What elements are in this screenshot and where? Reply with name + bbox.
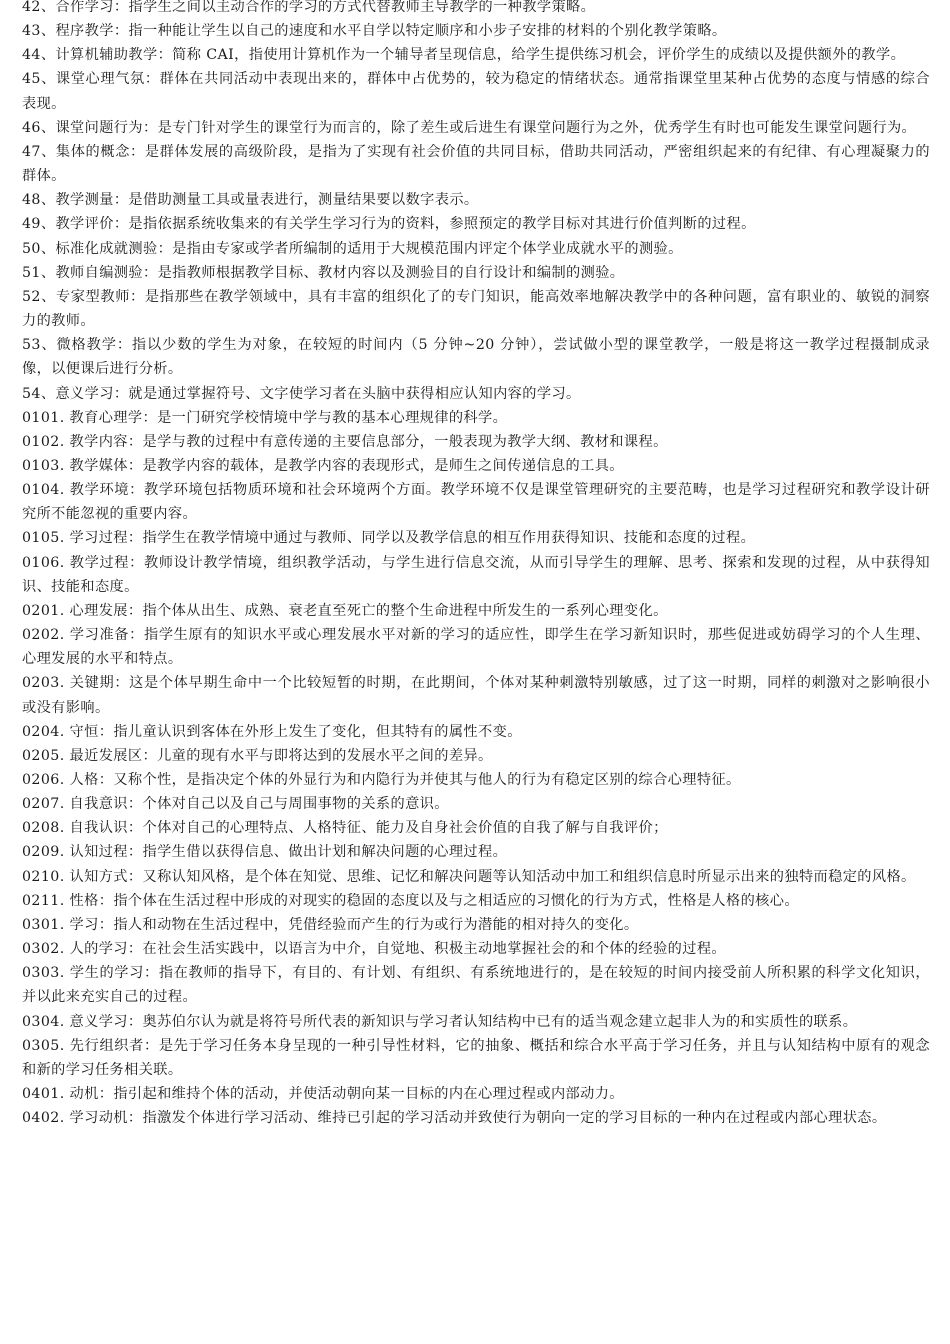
- entry-definition: 是指依据系统收集来的有关学生学习行为的资料，参照预定的教学目标对其进行价值判断的过程。: [128, 216, 756, 233]
- entry-separator: 、: [40, 47, 56, 64]
- entry-colon: ：: [130, 288, 145, 305]
- entry-definition: 指人和动物在生活过程中，凭借经验而产生的行为或行为潜能的相对持久的变化。: [113, 916, 639, 933]
- entry-colon: ：: [129, 627, 144, 644]
- entry-separator: 、: [40, 288, 56, 305]
- entry-separator: 、: [40, 23, 56, 40]
- entry-number: 0304: [22, 1013, 60, 1030]
- document-page: [22, 0, 930, 1344]
- glossary-entry: [22, 212, 930, 236]
- glossary-entry: [22, 140, 930, 188]
- entry-term: 教学内容: [69, 433, 128, 450]
- entry-term: 课堂问题行为: [55, 119, 143, 136]
- entry-separator: .: [59, 675, 70, 692]
- entry-definition: 指个体从出生、成熟、衰老直至死亡的整个生命进程中所发生的一系列心理变化。: [142, 602, 668, 619]
- entry-colon: ：: [127, 844, 143, 861]
- entry-colon: ：: [116, 337, 132, 354]
- entry-term: 守恒: [69, 723, 99, 740]
- entry-term: 学习过程: [69, 530, 128, 547]
- entry-separator: .: [59, 820, 70, 837]
- entry-colon: ：: [142, 409, 158, 426]
- entry-separator: .: [59, 627, 70, 644]
- entry-separator: .: [59, 457, 70, 474]
- entry-definition: 指学生借以获得信息、做出计划和解决问题的心理过程。: [142, 844, 508, 861]
- entry-definition: 又称个性，是指决定个体的外显行为和内隐行为并使其与他人的行为有稳定区别的综合心理特征。: [113, 772, 741, 788]
- entry-separator: 、: [40, 264, 56, 281]
- entry-definition: 指一种能让学生以自己的速度和水平自学以特定顺序和小步子安排的材料的个别化教学策略。: [128, 23, 727, 40]
- entry-definition: 指学生原有的知识水平或心理发展水平对新的学习的适应性，即学生在学习新知识时，那些促进或妨碍学习的个人生理、心理发展的水平和特点。: [22, 627, 930, 668]
- glossary-entry: [22, 671, 930, 719]
- entry-colon: ：: [113, 216, 129, 233]
- glossary-entry: [22, 1082, 930, 1106]
- entry-colon: ：: [142, 747, 158, 764]
- glossary-entry: [22, 43, 930, 67]
- entry-term: 教学环境: [69, 482, 130, 499]
- glossary-entry: [22, 333, 930, 381]
- entry-separator: 、: [40, 71, 56, 88]
- entry-separator: .: [59, 965, 70, 982]
- entry-colon: ：: [144, 71, 160, 88]
- entry-term: 人的学习: [69, 941, 128, 958]
- entry-colon: ：: [143, 1037, 159, 1054]
- entry-term: 集体的概念: [55, 143, 131, 160]
- entry-number: 0105: [22, 530, 60, 547]
- entry-definition: 在社会生活实践中，以语言为中介，自觉地、积极主动地掌握社会的和个体的经验的过程。: [142, 941, 727, 958]
- glossary-entry: [22, 67, 930, 115]
- entry-colon: ：: [127, 433, 143, 450]
- entry-number: 44: [22, 47, 41, 64]
- entry-colon: ：: [98, 723, 114, 740]
- entry-number: 0207: [22, 796, 60, 813]
- entry-separator: 、: [40, 192, 56, 209]
- entry-number: 0305: [22, 1037, 60, 1054]
- entry-definition: 是指那些在教学领域中，具有丰富的组织化了的专门知识，能高效率地解决教学中的各种问题，富有职业的、敏锐的洞察力的教师。: [22, 288, 930, 330]
- entry-separator: 、: [40, 240, 56, 257]
- entry-number: 0106: [22, 554, 60, 571]
- glossary-entry: [22, 913, 930, 937]
- glossary-entry: [22, 382, 930, 406]
- entry-number: 0209: [22, 844, 60, 861]
- entry-term: 心理发展: [69, 602, 128, 619]
- glossary-entry: [22, 1034, 930, 1082]
- entry-separator: .: [59, 1037, 70, 1054]
- entry-number: 0102: [22, 433, 60, 450]
- entry-number: 54: [22, 385, 41, 402]
- entry-definition: 指学生在教学情境中通过与教师、同学以及教学信息的相互作用获得知识、技能和态度的过程。: [142, 530, 756, 547]
- entry-colon: ：: [142, 119, 158, 136]
- entry-definition: 是指教师根据教学目标、教材内容以及测验目的自行设计和编制的测验。: [157, 264, 625, 281]
- entry-colon: ：: [127, 868, 143, 885]
- entry-number: 50: [22, 240, 41, 257]
- entry-number: 0103: [22, 457, 60, 474]
- entry-definition: 个体对自己的心理特点、人格特征、能力及自身社会价值的自我了解与自我评价；: [142, 820, 668, 837]
- entry-definition: 指引起和维持个体的活动，并使活动朝向某一目标的内在心理过程或内部动力。: [113, 1086, 624, 1103]
- entry-term: 意义学习: [55, 385, 114, 402]
- entry-colon: ：: [127, 820, 143, 837]
- entry-separator: .: [59, 772, 70, 788]
- entry-term: 教师自编测验: [55, 264, 143, 281]
- entry-colon: ：: [127, 1110, 143, 1127]
- entry-separator: .: [59, 796, 70, 813]
- entry-separator: .: [59, 941, 70, 958]
- entry-definition: 指个体在生活过程中形成的对现实的稳固的态度以及与之相适应的习惯化的行为方式，性格是人格的核心。: [113, 892, 799, 909]
- entry-definition: 指以少数的学生为对象，在较短的时间内（5 分钟~20 分钟），尝试做小型的课堂教学，一般是将这一教学过程摄制成录像，以便课后进行分析。: [22, 337, 930, 378]
- entry-definition: 是指由专家或学者所编制的适用于大规模范围内评定个体学业成就水平的测验。: [172, 240, 683, 257]
- entry-definition: 指儿童认识到客体在外形上发生了变化，但其特有的属性不变。: [113, 723, 522, 740]
- glossary-entry: [22, 454, 930, 478]
- glossary-entry: [22, 551, 930, 599]
- entry-term: 自我认识: [69, 820, 128, 837]
- entry-number: 0204: [22, 723, 60, 740]
- entry-number: 0205: [22, 747, 60, 764]
- entry-separator: .: [59, 844, 70, 861]
- entry-separator: .: [59, 482, 70, 499]
- entry-term: 意义学习: [69, 1013, 128, 1030]
- entry-number: 49: [22, 216, 41, 233]
- entry-term: 学习: [69, 916, 99, 933]
- entry-definition: 这是个体早期生命中一个比较短暂的时期，在此期间，个体对某种刺激特别敏感，过了这一时期，同样的刺激对之影响很小或没有影响。: [22, 675, 930, 716]
- entry-definition: 个体对自己以及自己与周围事物的关系的意识。: [142, 796, 449, 813]
- entry-number: 0302: [22, 941, 60, 958]
- entry-separator: .: [59, 868, 70, 885]
- entry-term: 课堂心理气氛: [55, 71, 145, 88]
- entry-separator: .: [59, 1086, 70, 1103]
- entry-number: 0303: [22, 965, 60, 982]
- entry-term: 教学测量: [55, 192, 114, 209]
- entry-definition: 简称 CAI，指使用计算机作为一个辅导者呈现信息，给学生提供练习机会，评价学生的成绩以及提供额外的教学。: [172, 47, 906, 64]
- glossary-entry: [22, 623, 930, 671]
- entry-colon: ：: [113, 192, 129, 209]
- entry-term: 专家型教师: [55, 288, 131, 305]
- entry-number: 0208: [22, 820, 60, 837]
- entry-number: 53: [22, 337, 41, 354]
- entry-separator: .: [59, 409, 70, 426]
- glossary-entry: [22, 261, 930, 285]
- entry-colon: ：: [127, 457, 143, 474]
- entry-colon: ：: [143, 965, 159, 982]
- entry-term: 标准化成就测验: [55, 240, 158, 257]
- glossary-entry: [22, 406, 930, 430]
- entry-term: 自我意识: [69, 796, 128, 813]
- entry-term: 最近发展区: [69, 747, 143, 764]
- glossary-entry: [22, 188, 930, 212]
- entry-number: 52: [22, 288, 41, 305]
- entry-separator: .: [59, 554, 70, 571]
- entry-colon: ：: [142, 264, 158, 281]
- entry-number: 47: [22, 143, 41, 160]
- entry-separator: 、: [40, 337, 57, 354]
- entry-number: 0401: [22, 1086, 60, 1103]
- entry-separator: 、: [40, 143, 56, 160]
- entry-separator: .: [59, 892, 70, 909]
- entry-term: 教育心理学: [69, 409, 143, 426]
- entry-separator: 、: [40, 216, 56, 233]
- glossary-entry: [22, 430, 930, 454]
- entry-term: 认知方式: [69, 868, 128, 885]
- entry-colon: ：: [113, 23, 129, 40]
- entry-colon: ：: [113, 385, 129, 402]
- entry-definition: 教学环境包括物质环境和社会环境两个方面。教学环境不仅是课堂管理研究的主要范畴，也是学习过程研究和教学设计研究所不能忽视的重要内容。: [22, 482, 930, 523]
- entry-number: 51: [22, 264, 41, 281]
- entry-definition: 奥苏伯尔认为就是将符号所代表的新知识与学习者认知结构中已有的适当观念建立起非人为的和实质性的联系。: [142, 1013, 858, 1030]
- entry-term: 教学评价: [55, 216, 114, 233]
- entry-number: 0201: [22, 602, 60, 619]
- entry-colon: ：: [127, 941, 143, 958]
- entry-colon: ：: [130, 143, 145, 160]
- entry-number: 45: [22, 71, 41, 88]
- entry-term: 程序教学: [55, 23, 114, 40]
- entry-term: 性格: [69, 892, 99, 909]
- entry-separator: .: [59, 1110, 70, 1127]
- entry-term: 认知过程: [69, 844, 128, 861]
- entry-term: 学习准备: [69, 627, 130, 644]
- glossary-list: [22, 0, 930, 1130]
- glossary-entry: [22, 865, 930, 889]
- entry-term: 关键期: [69, 675, 115, 692]
- glossary-entry: [22, 744, 930, 768]
- entry-colon: ：: [113, 0, 129, 15]
- entry-colon: ：: [114, 675, 130, 692]
- entry-number: 0210: [22, 868, 60, 885]
- entry-separator: .: [59, 723, 70, 740]
- entry-number: 0211: [22, 892, 60, 909]
- entry-colon: ：: [127, 530, 143, 547]
- entry-number: 42: [22, 0, 41, 15]
- entry-separator: 、: [40, 385, 56, 402]
- entry-separator: .: [59, 747, 70, 764]
- entry-number: 0402: [22, 1110, 60, 1127]
- entry-separator: .: [59, 433, 70, 450]
- entry-colon: ：: [98, 1086, 114, 1103]
- entry-colon: ：: [127, 602, 143, 619]
- glossary-entry: [22, 478, 930, 526]
- entry-term: 教学媒体: [69, 457, 128, 474]
- entry-separator: .: [59, 602, 70, 619]
- glossary-entry: [22, 961, 930, 1009]
- entry-term: 合作学习: [55, 0, 114, 15]
- entry-number: 43: [22, 23, 41, 40]
- entry-definition: 是教学内容的载体，是教学内容的表现形式，是师生之间传递信息的工具。: [142, 457, 624, 474]
- entry-separator: 、: [40, 119, 56, 136]
- entry-term: 动机: [69, 1086, 99, 1103]
- glossary-entry: [22, 768, 930, 792]
- entry-definition: 群体在共同活动中表现出来的，群体中占优势的，较为稳定的情绪状态。通常指课堂里某种占优势的态度与情感的综合表现。: [22, 71, 930, 112]
- entry-definition: 是借助测量工具或量表进行，测量结果要以数字表示。: [128, 192, 479, 209]
- entry-term: 人格: [69, 772, 99, 788]
- entry-separator: .: [59, 916, 70, 933]
- glossary-entry: [22, 116, 930, 140]
- entry-separator: .: [59, 1013, 70, 1030]
- entry-definition: 指学生之间以主动合作的学习的方式代替教师主导教学的一种教学策略。: [128, 0, 596, 15]
- entry-separator: 、: [40, 0, 56, 15]
- entry-colon: ：: [129, 482, 144, 499]
- glossary-entry: [22, 285, 930, 333]
- entry-colon: ：: [98, 916, 114, 933]
- entry-colon: ：: [98, 772, 114, 788]
- entry-definition: 教师设计教学情境，组织教学活动，与学生进行信息交流，从而引导学生的理解、思考、探索和发现的过程，从中获得知识、技能和态度。: [22, 554, 930, 595]
- glossary-entry: [22, 937, 930, 961]
- entry-definition: 指在教师的指导下，有目的、有计划、有组织、有系统地进行的，是在较短的时间内接受前人所积累的科学文化知识，并以此来充实自己的过程。: [22, 965, 930, 1006]
- entry-term: 学习动机: [69, 1110, 128, 1127]
- entry-colon: ：: [127, 796, 143, 813]
- glossary-entry: [22, 720, 930, 744]
- entry-separator: .: [59, 530, 70, 547]
- entry-term: 先行组织者: [69, 1037, 144, 1054]
- entry-definition: 是专门针对学生的课堂行为而言的，除了差生或后进生有课堂问题行为之外，优秀学生有时也可能发生课堂问题行为。: [157, 119, 917, 136]
- glossary-entry: [22, 889, 930, 913]
- entry-number: 46: [22, 119, 41, 136]
- glossary-entry: [22, 599, 930, 623]
- entry-colon: ：: [157, 240, 173, 257]
- entry-term: 教学过程: [69, 554, 130, 571]
- entry-definition: 是先于学习任务本身呈现的一种引导性材料，它的抽象、概括和综合水平高于学习任务，并且与认知结构中原有的观念和新的学习任务相关联。: [22, 1037, 930, 1078]
- glossary-entry: [22, 792, 930, 816]
- entry-definition: 指激发个体进行学习活动、维持已引起的学习活动并致使行为朝向一定的学习目标的一种内在过程或内部心理状态。: [142, 1110, 887, 1127]
- entry-number: 0203: [22, 675, 60, 692]
- entry-term: 计算机辅助教学: [55, 47, 158, 64]
- glossary-entry: [22, 0, 930, 19]
- entry-definition: 儿童的现有水平与即将达到的发展水平之间的差异。: [157, 747, 493, 764]
- entry-number: 0301: [22, 916, 60, 933]
- glossary-entry: [22, 840, 930, 864]
- entry-definition: 是一门研究学校情境中学与教的基本心理规律的科学。: [157, 409, 508, 426]
- entry-definition: 又称认知风格，是个体在知觉、思维、记忆和解决问题等认知活动中加工和组织信息时所显示出来的独特而稳定的风格。: [142, 868, 916, 885]
- entry-colon: ：: [98, 892, 114, 909]
- entry-colon: ：: [127, 1013, 143, 1030]
- entry-number: 0202: [22, 627, 60, 644]
- glossary-entry: [22, 237, 930, 261]
- entry-definition: 是学与教的过程中有意传递的主要信息部分，一般表现为教学大纲、教材和课程。: [142, 433, 668, 450]
- entry-definition: 就是通过掌握符号、文字使学习者在头脑中获得相应认知内容的学习。: [128, 385, 581, 402]
- entry-term: 学生的学习: [69, 965, 144, 982]
- glossary-entry: [22, 526, 930, 550]
- entry-definition: 是群体发展的高级阶段，是指为了实现有社会价值的共同目标，借助共同活动，严密组织起来的有纪律、有心理凝聚力的群体。: [22, 143, 930, 185]
- entry-colon: ：: [157, 47, 173, 64]
- glossary-entry: [22, 19, 930, 43]
- glossary-entry: [22, 1106, 930, 1130]
- entry-number: 0104: [22, 482, 60, 499]
- entry-number: 0101: [22, 409, 60, 426]
- entry-number: 48: [22, 192, 41, 209]
- entry-term: 微格教学: [56, 337, 117, 354]
- entry-colon: ：: [129, 554, 144, 571]
- glossary-entry: [22, 816, 930, 840]
- entry-number: 0206: [22, 772, 60, 788]
- glossary-entry: [22, 1010, 930, 1034]
